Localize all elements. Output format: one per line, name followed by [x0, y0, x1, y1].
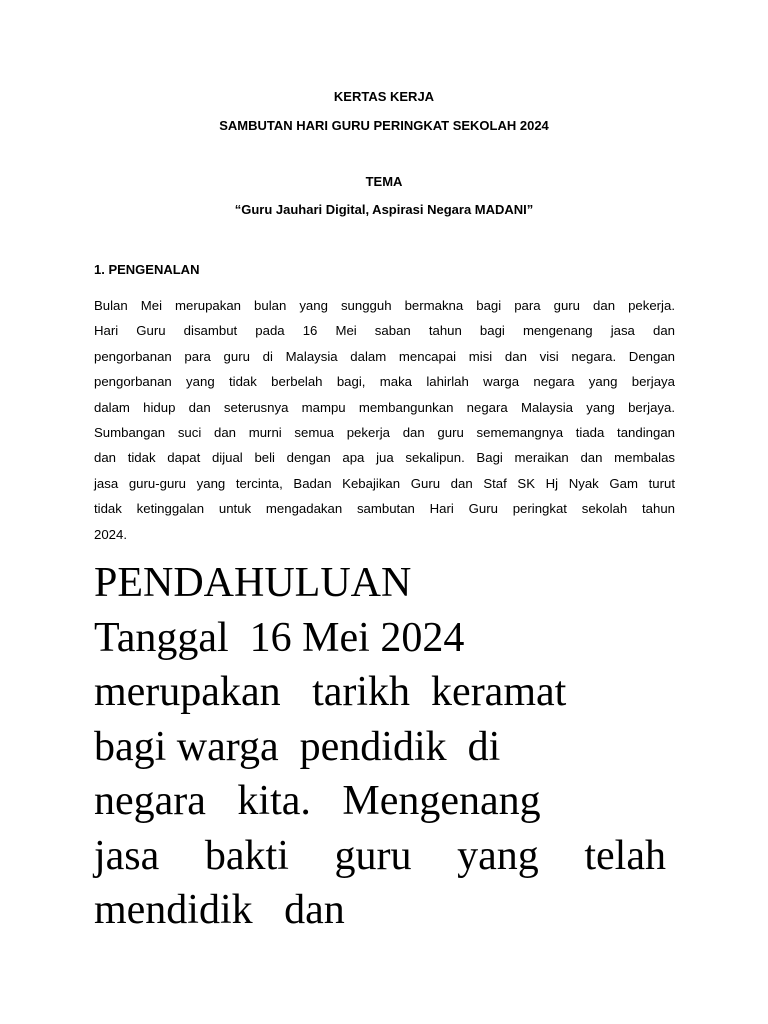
paragraph-line: Bulan Mei merupakan bulan yang sungguh bermakna bagi para guru dan pekerja. [94, 298, 675, 313]
paragraph-line: pengorbanan para guru di Malaysia dalam mencapai misi dan visi negara. Dengan [94, 348, 675, 364]
intro-paragraph [94, 293, 675, 547]
document-subtitle: SAMBUTAN HARI GURU PERINGKAT SEKOLAH 2024 [219, 118, 549, 133]
pendahuluan-heading: PENDAHULUAN [94, 560, 412, 606]
paragraph-line: jasa guru-guru yang tercinta, Badan Kebajikan Guru dan Staf SK Hj Nyak Gam turut [94, 475, 675, 491]
theme-text: “Guru Jauhari Digital, Aspirasi Negara MADANI” [234, 202, 534, 217]
paragraph-line: tidak ketinggalan untuk mengadakan sambutan Hari Guru peringkat sekolah tahun [94, 501, 675, 517]
paragraph-line: 2024. [94, 526, 128, 542]
paragraph-line: pengorbanan yang tidak berbelah bagi, maka lahirlah warga negara yang berjaya [94, 374, 675, 390]
pendahuluan-line: jasa bakti guru yang telah [94, 832, 666, 879]
pendahuluan-line: Tanggal 16 Mei 2024 [94, 614, 465, 661]
pendahuluan-line: bagi warga pendidik di [94, 723, 501, 770]
paragraph-line: Hari Guru disambut pada 16 Mei saban tahun bagi mengenang jasa dan [94, 323, 675, 339]
pendahuluan-line: mendidik dan [94, 887, 345, 933]
section-heading-pengenalan: 1. PENGENALAN [94, 262, 200, 277]
pendahuluan-block [94, 556, 666, 938]
paragraph-line: dan tidak dapat dijual beli dengan apa jua sekalipun. Bagi meraikan dan membalas [94, 450, 675, 466]
document-title: KERTAS KERJA [333, 89, 435, 104]
theme-label: TEMA [365, 174, 403, 189]
pendahuluan-line: negara kita. Mengenang [94, 778, 541, 824]
paragraph-line: Sumbangan suci dan murni semua pekerja dan guru sememangnya tiada tandingan [94, 425, 675, 441]
pendahuluan-line: merupakan tarikh keramat [94, 669, 567, 715]
paragraph-line: dalam hidup dan seterusnya mampu membangunkan negara Malaysia yang berjaya. [94, 399, 675, 415]
